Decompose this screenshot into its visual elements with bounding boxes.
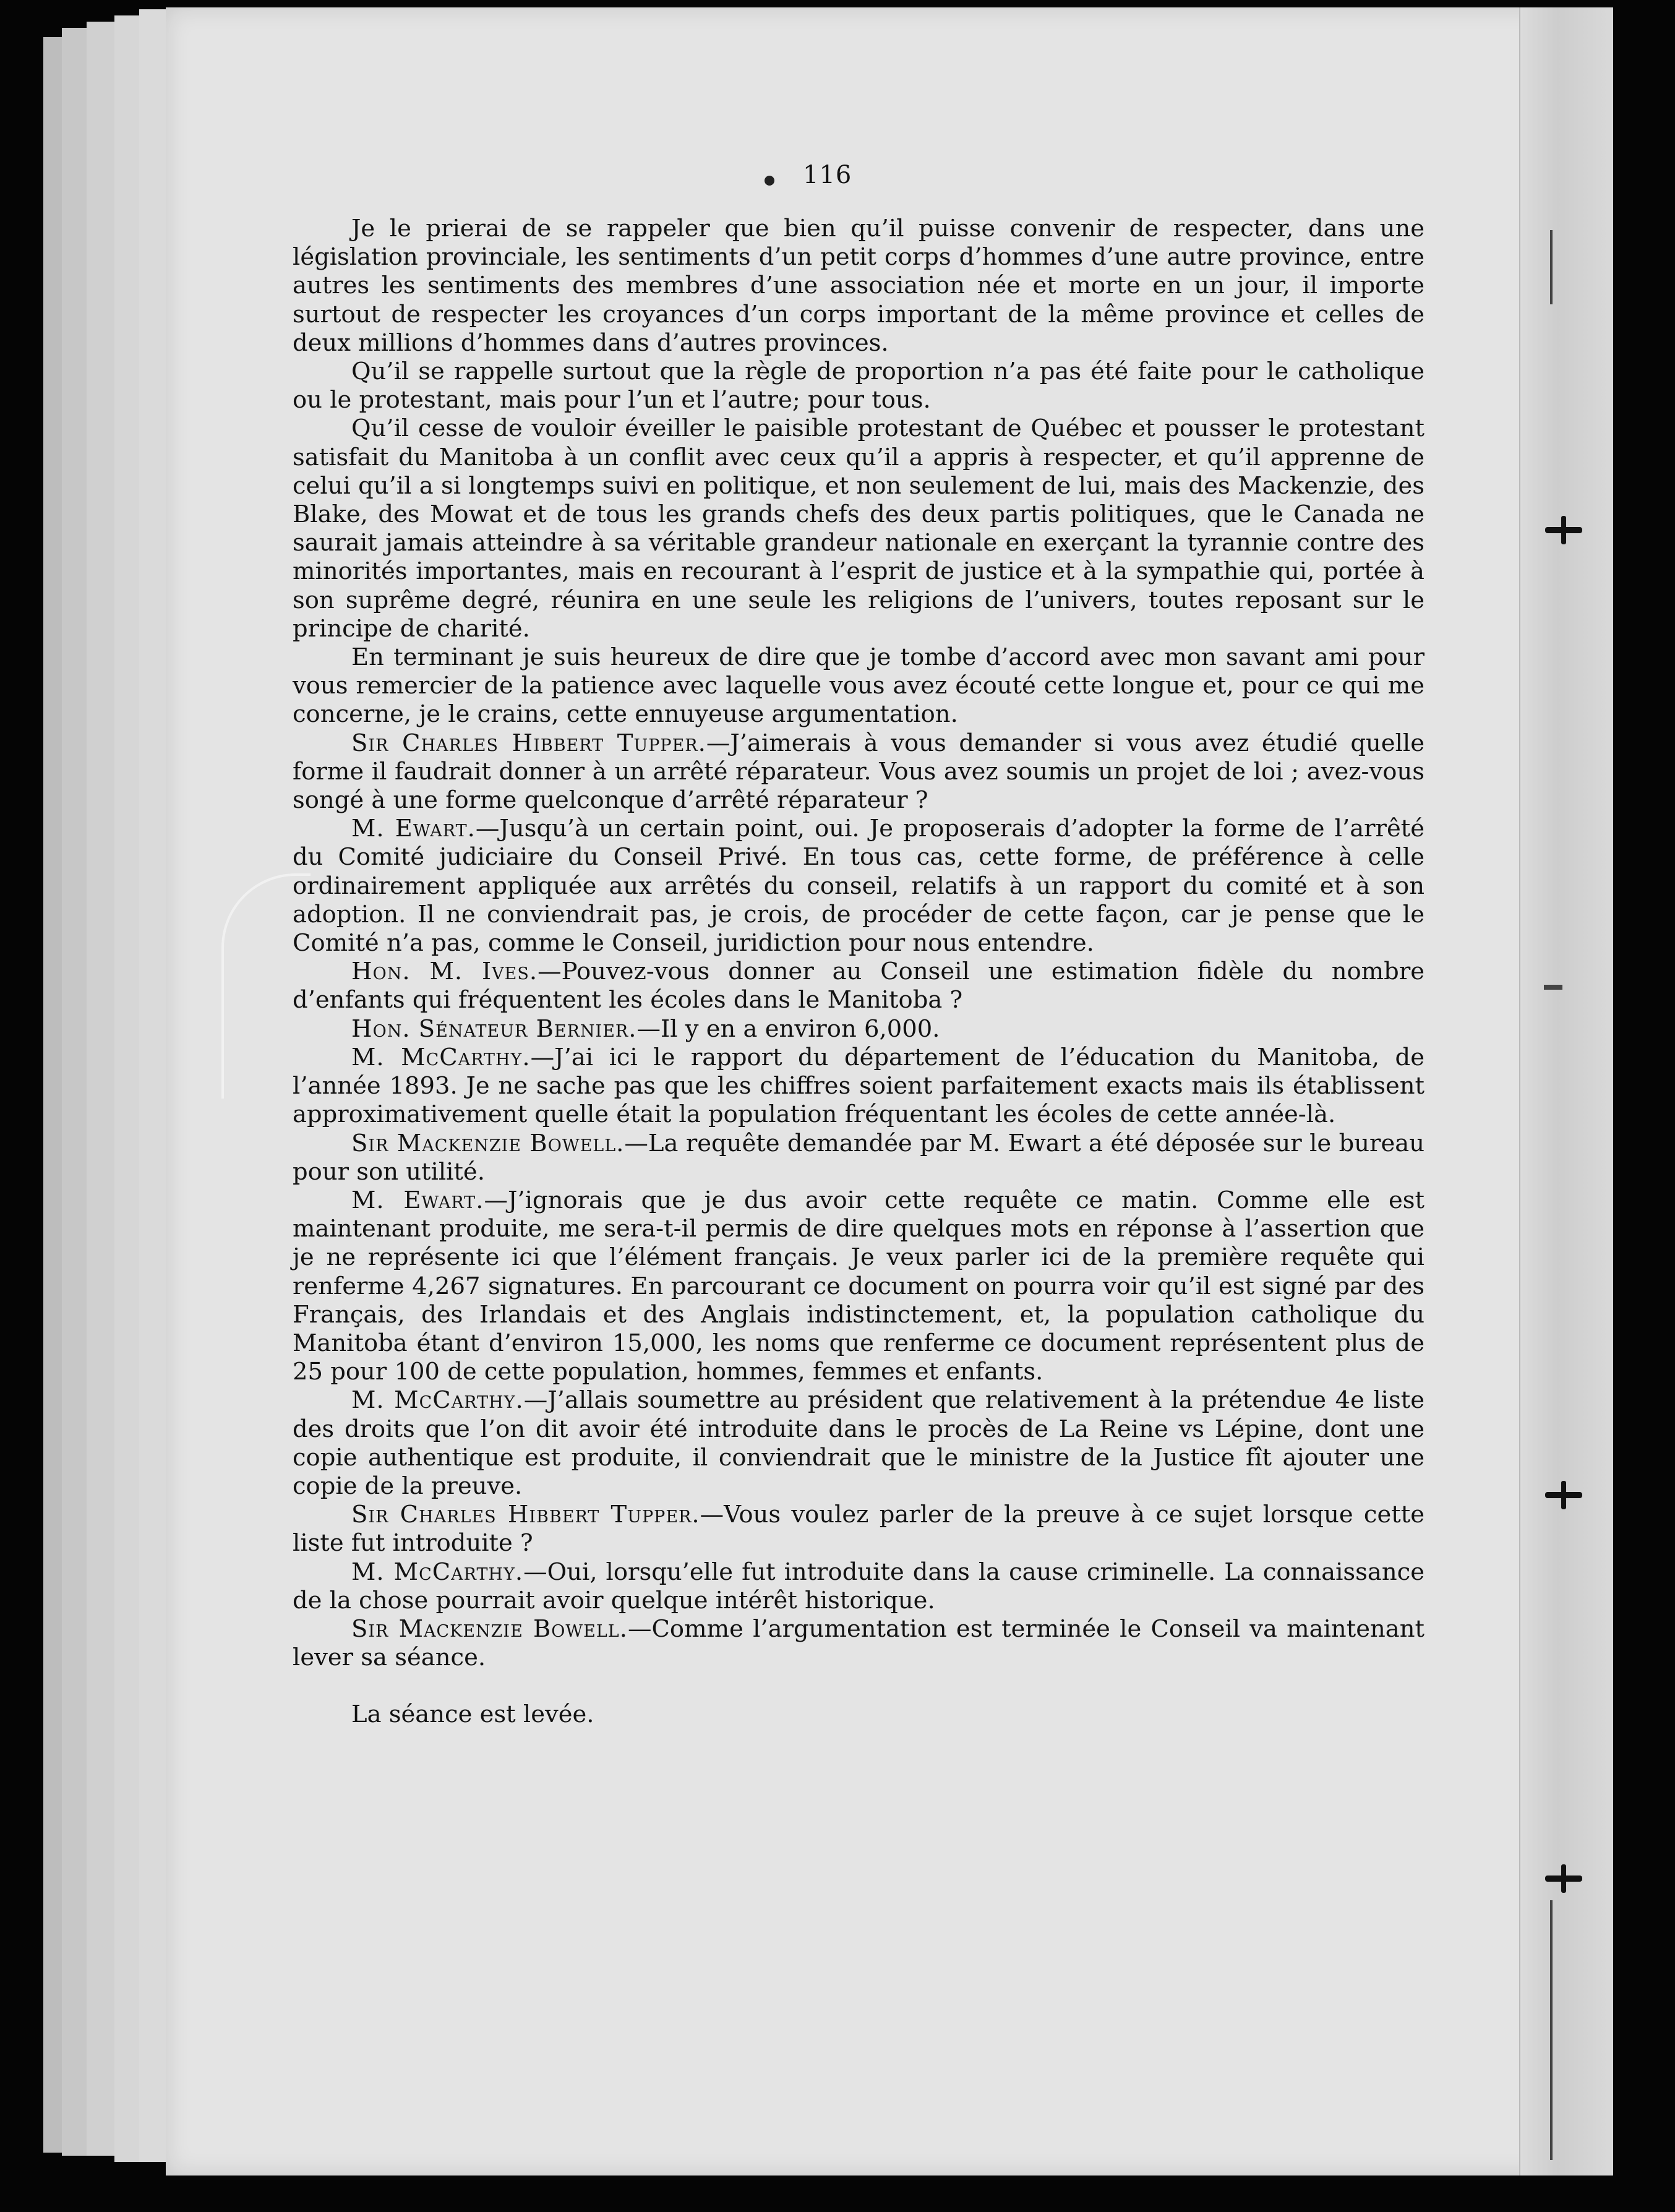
page-number: 116 — [803, 161, 852, 189]
paragraph — [293, 1044, 1424, 1130]
page-body-text — [293, 215, 1424, 1730]
speaker-name: Sir Mackenzie Bowell. — [351, 1614, 628, 1643]
binding-stitch — [1545, 1492, 1582, 1498]
paragraph — [293, 643, 1424, 729]
paragraph — [293, 958, 1424, 1014]
speaker-name: M. McCarthy. — [351, 1558, 524, 1586]
paragraph-text: Qu’il cesse de vouloir éveiller le paisible protestant de Québec et pousser le protestant satisfait du Manitoba à un conflit avec ceux qu’il a appris à respecter, et qu’il apprenne de celui qu’il a si longtemps suivi en politique, et non seulement de lui, mais des Mackenzie, des Blake, des Mowat et de tous les grands chefs des deux partis politiques, que le Canada ne saurait jamais atteindre à sa véritable grandeur nationale en exerçant la tyrannie contre des minorités importantes, mais en recourant à l’esprit de justice et à la sympathie qui, portée à son suprême degré, réunira en une seule les religions de l’univers, toutes reposant sur le principe de charité. — [293, 414, 1424, 643]
gutter-mark — [1544, 985, 1562, 990]
speaker-name: M. McCarthy. — [351, 1386, 524, 1415]
paragraph-text: —Il y en a environ 6,000. — [636, 1014, 940, 1043]
speaker-name: Sir Charles Hibbert Tupper. — [351, 1501, 700, 1529]
paragraph-text: —Comme l’argumentation est terminée le Conseil va maintenant lever sa séance. — [293, 1614, 1424, 1672]
paragraph-text: —J’allais soumettre au président que relativement à la prétendue 4e liste des droits que l’on dit avoir été introduite dans le procès de La Reine vs Lépine, dont une copie authentique est produite, il conviendrait que le ministre de la Justice fît ajouter une copie de la preuve. — [293, 1386, 1425, 1500]
paragraph — [293, 1015, 1424, 1044]
paragraph — [293, 1501, 1424, 1558]
binding-stitch — [1545, 1875, 1582, 1882]
speaker-name: Hon. M. Ives. — [351, 958, 538, 986]
paragraph — [293, 729, 1424, 815]
book-page — [166, 7, 1613, 2176]
paragraph — [293, 815, 1424, 958]
ink-speck — [765, 176, 774, 186]
paragraph-text: —Pouvez-vous donner au Conseil une estimation fidèle du nombre d’enfants qui fréquentent les écoles dans le Manitoba ? — [293, 958, 1425, 1014]
speaker-name: M. McCarthy. — [351, 1043, 531, 1071]
paragraph — [293, 1386, 1424, 1501]
speaker-name: Hon. Sénateur Bernier. — [351, 1014, 637, 1043]
paragraph-text: —La requête demandée par M. Ewart a été déposée sur le bureau pour son utilité. — [293, 1129, 1424, 1186]
paragraph-text: En terminant je suis heureux de dire que je tombe d’accord avec mon savant ami pour vous remercier de la patience avec laquelle vous avez écouté cette longue et, pour ce qui me concerne, je le crains, cette ennuyeuse argumentation. — [293, 643, 1424, 729]
paragraph — [293, 1130, 1424, 1186]
speaker-name: Sir Mackenzie Bowell. — [351, 1129, 625, 1157]
binding-gutter — [1519, 7, 1613, 2176]
speaker-name: M. Ewart. — [351, 815, 476, 843]
paragraph-text: —Jusqu’à un certain point, oui. Je proposerais d’adopter la forme de l’arrêté du Comité judiciaire du Conseil Privé. En tous cas, cette forme, de préférence à celle ordinairement appliquée aux arrêtés du conseil, relatifs à un rapport du comité et à son adoption. Il ne conviendrait pas, je crois, de procéder de cette façon, car je pense que le Comité n’a pas, comme le Conseil, juridiction pour nous entendre. — [293, 815, 1424, 958]
paragraph — [293, 1615, 1424, 1672]
speaker-name: Sir Charles Hibbert Tupper. — [351, 729, 706, 757]
closing-line: La séance est levée. — [351, 1700, 594, 1729]
paragraph-text: —Oui, lorsqu’elle fut introduite dans la cause criminelle. La connaissance de la chose pourrait avoir quelque intérêt historique. — [293, 1558, 1424, 1614]
paragraph — [293, 1186, 1424, 1386]
paragraph-text: Qu’il se rappelle surtout que la règle de proportion n’a pas été faite pour le catholique ou le protestant, mais pour l’un et l’autre; pour tous. — [293, 358, 1424, 414]
speaker-name: M. Ewart. — [351, 1186, 484, 1214]
paragraph-text: —J’aimerais à vous demander si vous avez étudié quelle forme il faudrait donner à un arrêté réparateur. Vous avez soumis un projet de loi ; avez-vous songé à une forme quelconque d’arrêté réparateur ? — [293, 729, 1424, 815]
paragraph — [293, 1558, 1424, 1615]
binding-stitch — [1545, 527, 1582, 533]
paragraph-text: —J’ignorais que je dus avoir cette requête ce matin. Comme elle est maintenant produite, me sera-t-il permis de dire quelques mots en réponse à l’assertion que je ne représente ici que l’élément français. Je veux parler ici de la première requête qui renferme 4,267 signatures. En parcourant ce document on pourra voir qu’il est signé par des Français, des Irlandais et des Anglais indistinctement, et, la population catholique du Manitoba étant d’environ 15,000, les noms que renferme ce document représentent plus de 25 pour 100 de cette population, hommes, femmes et enfants. — [293, 1186, 1424, 1386]
gutter-mark — [1550, 1900, 1553, 2160]
gutter-mark — [1550, 230, 1553, 304]
paragraph — [293, 414, 1424, 643]
paragraph — [293, 358, 1424, 414]
paragraph — [293, 215, 1424, 358]
paragraph-text: —Vous voulez parler de la preuve à ce sujet lorsque cette liste fut introduite ? — [293, 1501, 1424, 1558]
paragraph-text: —J’ai ici le rapport du département de l’éducation du Manitoba, de l’année 1893. Je ne sache pas que les chiffres soient parfaitement exacts mais ils établissent approximativement quelle était la population fréquentant les écoles de cette année-là. — [293, 1043, 1424, 1129]
paragraph-text: Je le prierai de se rappeler que bien qu’il puisse convenir de respecter, dans une législation provinciale, les sentiments d’un petit corps d’hommes d’une autre province, entre autres les sentiments des membres d’une association née et morte en un jour, il importe surtout de respecter les croyances d’un corps important de la même province et celles de deux millions d’hommes dans d’autres provinces. — [293, 215, 1424, 357]
